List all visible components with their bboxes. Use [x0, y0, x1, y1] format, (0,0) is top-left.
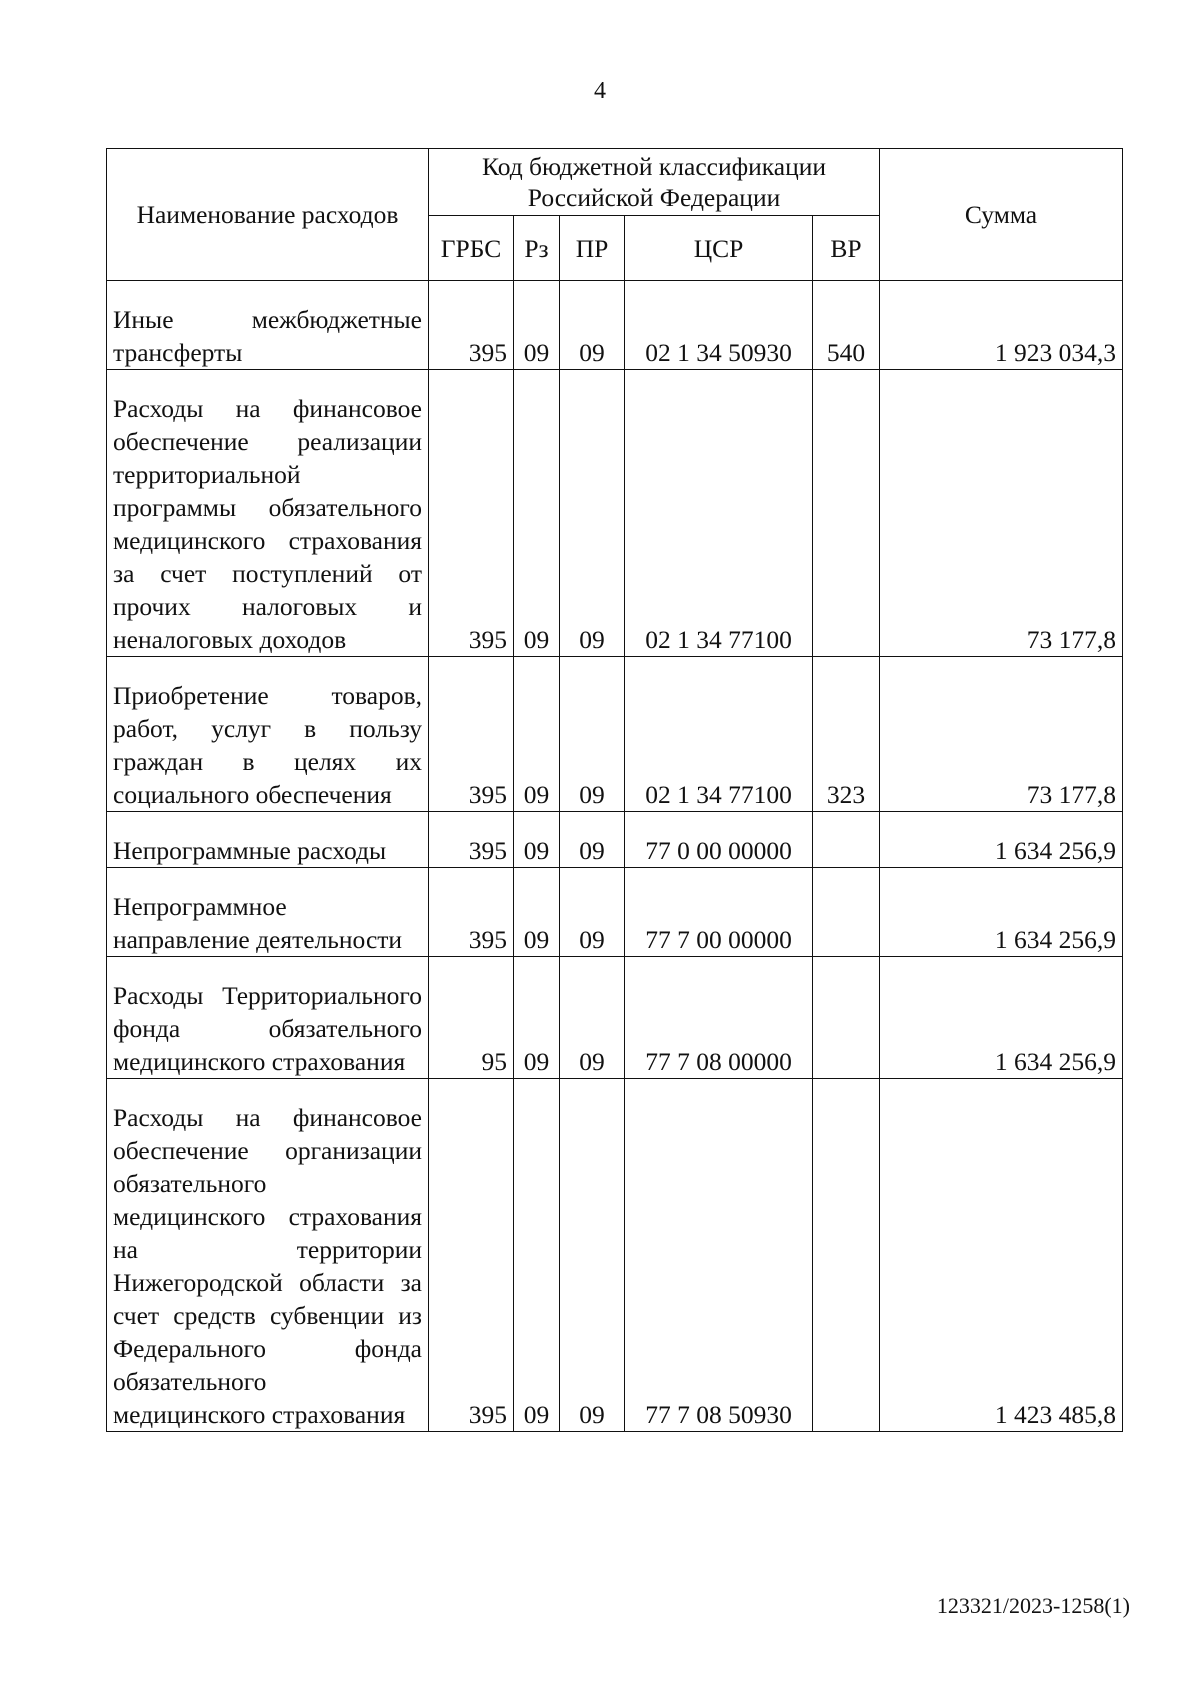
row-vr: 323	[813, 657, 880, 812]
row-rz: 09	[514, 868, 560, 957]
table-row	[107, 868, 1123, 957]
row-csr: 77 7 08 00000	[625, 957, 813, 1079]
row-vr	[813, 868, 880, 957]
row-sum: 73 177,8	[880, 370, 1123, 657]
row-sum: 73 177,8	[880, 657, 1123, 812]
row-csr: 77 0 00 00000	[625, 812, 813, 868]
row-sum: 1 634 256,9	[880, 957, 1123, 1079]
row-vr	[813, 370, 880, 657]
row-name: Расходы на финансовое обеспечение организации обязательного медицинского страхования на территории Нижегородской области за счет средств субвенции из Федерального фонда обязательного медицинского страхования	[107, 1079, 429, 1432]
row-pr: 09	[560, 1079, 625, 1432]
header-sum: Сумма	[880, 149, 1123, 281]
row-name: Расходы Территориального фонда обязательного медицинского страхования	[107, 957, 429, 1079]
header-pr: ПР	[560, 216, 625, 281]
row-sum: 1 634 256,9	[880, 868, 1123, 957]
row-grbs: 395	[429, 281, 514, 370]
row-pr: 09	[560, 868, 625, 957]
row-sum: 1 423 485,8	[880, 1079, 1123, 1432]
row-rz: 09	[514, 1079, 560, 1432]
row-name: Непрограммное направление деятельности	[107, 868, 429, 957]
budget-table	[106, 148, 1123, 1432]
row-rz: 09	[514, 281, 560, 370]
header-name: Наименование расходов	[107, 149, 429, 281]
row-sum: 1 923 034,3	[880, 281, 1123, 370]
row-vr	[813, 812, 880, 868]
table-row	[107, 957, 1123, 1079]
document-code: 123321/2023-1258(1)	[936, 1593, 1130, 1618]
header-vr: ВР	[813, 216, 880, 281]
row-pr: 09	[560, 657, 625, 812]
row-pr: 09	[560, 812, 625, 868]
header-csr: ЦСР	[625, 216, 813, 281]
row-name: Расходы на финансовое обеспечение реализации территориальной программы обязательного медицинского страхования за счет поступлений от прочих налоговых и неналоговых доходов	[107, 370, 429, 657]
table-row	[107, 281, 1123, 370]
row-grbs: 95	[429, 957, 514, 1079]
row-grbs: 395	[429, 370, 514, 657]
row-csr: 02 1 34 77100	[625, 657, 813, 812]
header-grbs: ГРБС	[429, 216, 514, 281]
row-rz: 09	[514, 370, 560, 657]
row-csr: 77 7 08 50930	[625, 1079, 813, 1432]
page-number: 4	[594, 78, 606, 104]
table-row	[107, 812, 1123, 868]
row-grbs: 395	[429, 868, 514, 957]
row-name: Приобретение товаров, работ, услуг в пользу граждан в целях их социального обеспечения	[107, 657, 429, 812]
row-rz: 09	[514, 812, 560, 868]
row-grbs: 395	[429, 1079, 514, 1432]
row-csr: 77 7 00 00000	[625, 868, 813, 957]
row-grbs: 395	[429, 657, 514, 812]
row-vr: 540	[813, 281, 880, 370]
header-rz: Рз	[514, 216, 560, 281]
table-row	[107, 370, 1123, 657]
row-vr	[813, 957, 880, 1079]
row-name: Непрограммные расходы	[107, 812, 429, 868]
row-csr: 02 1 34 77100	[625, 370, 813, 657]
table-row	[107, 1079, 1123, 1432]
row-pr: 09	[560, 370, 625, 657]
header-code-group: Код бюджетной классификации Российской Федерации	[429, 149, 880, 216]
table-row	[107, 657, 1123, 812]
row-pr: 09	[560, 281, 625, 370]
row-vr	[813, 1079, 880, 1432]
row-csr: 02 1 34 50930	[625, 281, 813, 370]
row-sum: 1 634 256,9	[880, 812, 1123, 868]
row-rz: 09	[514, 957, 560, 1079]
row-pr: 09	[560, 957, 625, 1079]
row-grbs: 395	[429, 812, 514, 868]
row-rz: 09	[514, 657, 560, 812]
row-name: Иные межбюджетные трансферты	[107, 281, 429, 370]
